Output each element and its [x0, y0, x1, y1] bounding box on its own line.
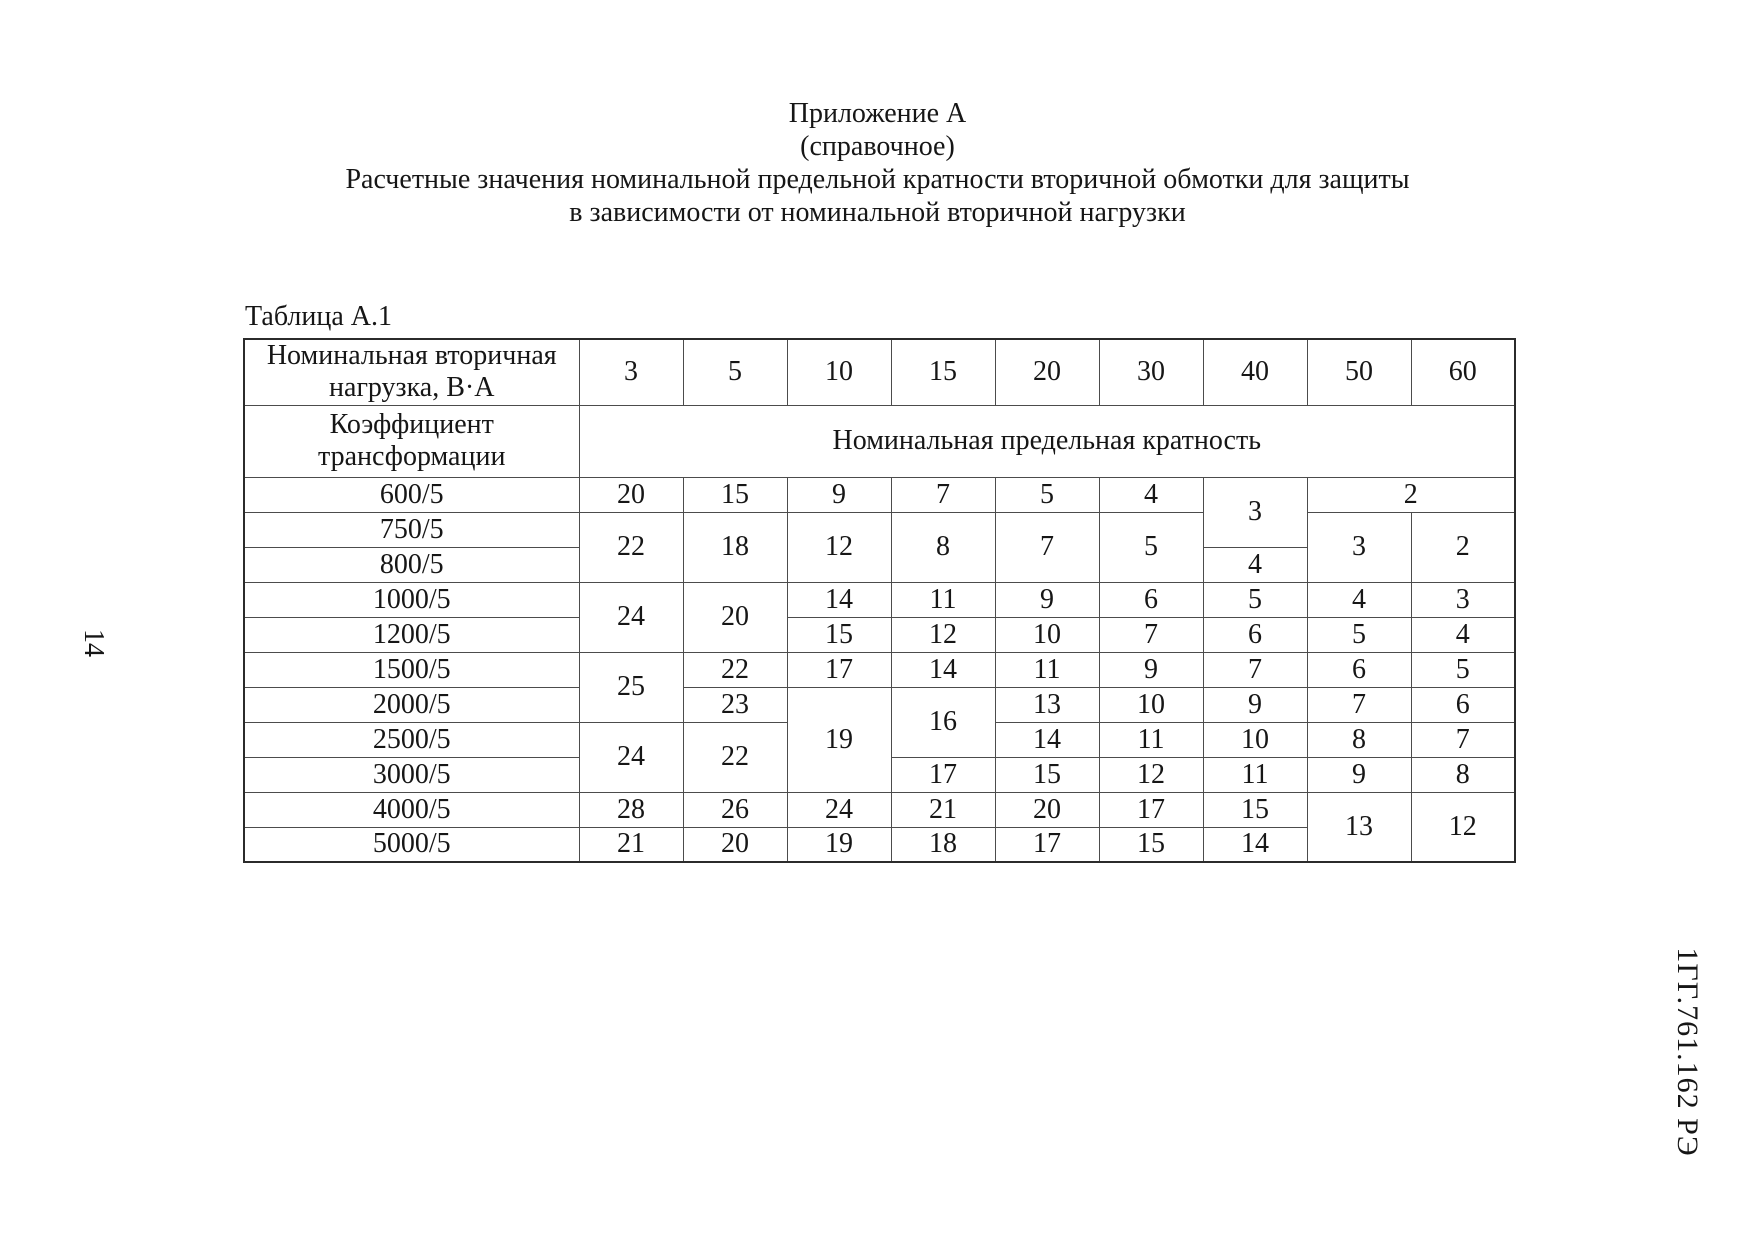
- ratio-header-cell: Коэффициент трансформации: [244, 405, 579, 477]
- ratio-cell: 5000/5: [244, 827, 579, 862]
- load-header-cell: 50: [1307, 339, 1411, 405]
- ratio-cell: 2500/5: [244, 722, 579, 757]
- table-cell: 10: [1203, 722, 1307, 757]
- table-row: [244, 582, 1515, 617]
- table-cell: 10: [995, 617, 1099, 652]
- table-cell: 20: [683, 827, 787, 862]
- table-cell: 15: [683, 477, 787, 512]
- table-row: [244, 477, 1515, 512]
- table-cell: 6: [1203, 617, 1307, 652]
- table-cell: 3: [1411, 582, 1515, 617]
- table-cell: 11: [995, 652, 1099, 687]
- ratio-cell: 2000/5: [244, 687, 579, 722]
- table-cell: 15: [787, 617, 891, 652]
- table-cell: 15: [1203, 792, 1307, 827]
- table-cell: 26: [683, 792, 787, 827]
- table-cell: 11: [1203, 757, 1307, 792]
- limits-table-body: [244, 339, 1515, 862]
- table-cell: 12: [787, 512, 891, 582]
- table-cell: 22: [683, 722, 787, 792]
- table-cell: 3: [1203, 477, 1307, 547]
- table-cell: 21: [579, 827, 683, 862]
- table-cell: 23: [683, 687, 787, 722]
- table-cell: 17: [891, 757, 995, 792]
- table-cell: 4: [1307, 582, 1411, 617]
- table-cell: 24: [579, 582, 683, 652]
- load-header-cell: 5: [683, 339, 787, 405]
- table-row: [244, 687, 1515, 722]
- table-cell: 13: [995, 687, 1099, 722]
- load-header-cell: 30: [1099, 339, 1203, 405]
- table-cell: 3: [1307, 512, 1411, 582]
- table-cell: 21: [891, 792, 995, 827]
- table-cell: 7: [995, 512, 1099, 582]
- table-cell: 22: [579, 512, 683, 582]
- title-block: [243, 97, 1512, 229]
- load-header-cell: 20: [995, 339, 1099, 405]
- table-cell: 6: [1099, 582, 1203, 617]
- ratio-cell: 1000/5: [244, 582, 579, 617]
- header-row-multiplicity: [244, 405, 1515, 477]
- table-cell: 25: [579, 652, 683, 722]
- table-cell: 24: [787, 792, 891, 827]
- table-cell: 9: [1099, 652, 1203, 687]
- table-cell: 14: [995, 722, 1099, 757]
- limits-table: [243, 338, 1516, 863]
- ratio-cell: 750/5: [244, 512, 579, 547]
- table-cell: 20: [995, 792, 1099, 827]
- table-cell: 5: [995, 477, 1099, 512]
- appendix-subtitle: (справочное): [800, 131, 955, 162]
- table-cell: 20: [683, 582, 787, 652]
- table-cell: 11: [1099, 722, 1203, 757]
- table-cell: 14: [787, 582, 891, 617]
- table-cell: 8: [1411, 757, 1515, 792]
- page-title-line-1: Расчетные значения номинальной предельной кратности вторичной обмотки для защиты: [345, 164, 1410, 195]
- table-row: [244, 652, 1515, 687]
- table-cell: 8: [1307, 722, 1411, 757]
- table-cell: 14: [891, 652, 995, 687]
- table-cell: 2: [1411, 512, 1515, 582]
- page-number: 14: [78, 629, 109, 657]
- load-header-cell: 15: [891, 339, 995, 405]
- ratio-cell: 800/5: [244, 547, 579, 582]
- table-cell: 24: [579, 722, 683, 792]
- table-cell: 9: [1203, 687, 1307, 722]
- table-caption: Таблица А.1: [245, 301, 392, 332]
- table-cell: 5: [1099, 512, 1203, 582]
- table-cell: 4: [1099, 477, 1203, 512]
- ratio-cell: 3000/5: [244, 757, 579, 792]
- table-cell: 17: [1099, 792, 1203, 827]
- table-cell: 9: [1307, 757, 1411, 792]
- table-cell: 5: [1411, 652, 1515, 687]
- corner-header-cell: Номинальная вторичная нагрузка, В·А: [244, 339, 579, 405]
- table-cell: 7: [891, 477, 995, 512]
- table-cell: 8: [891, 512, 995, 582]
- load-header-cell: 3: [579, 339, 683, 405]
- table-cell: 17: [995, 827, 1099, 862]
- table-cell: 7: [1307, 687, 1411, 722]
- page-title-line-2: в зависимости от номинальной вторичной нагрузки: [569, 197, 1186, 228]
- table-cell: 5: [1307, 617, 1411, 652]
- load-header-cell: 40: [1203, 339, 1307, 405]
- document-code: 1ГГ.761.162 РЭ: [1671, 947, 1704, 1157]
- table-cell: 18: [891, 827, 995, 862]
- table-cell: 7: [1203, 652, 1307, 687]
- table-cell: 7: [1411, 722, 1515, 757]
- table-cell: 12: [1099, 757, 1203, 792]
- table-cell: 17: [787, 652, 891, 687]
- table-cell: 4: [1203, 547, 1307, 582]
- table-cell: 15: [1099, 827, 1203, 862]
- table-cell: 28: [579, 792, 683, 827]
- appendix-title: Приложение А: [788, 98, 967, 129]
- table-cell: 19: [787, 687, 891, 792]
- multiplicity-header-cell: Номинальная предельная кратность: [579, 405, 1515, 477]
- ratio-cell: 1500/5: [244, 652, 579, 687]
- table-cell: 16: [891, 687, 995, 757]
- load-header-cell: 10: [787, 339, 891, 405]
- table-row: [244, 512, 1515, 547]
- table-cell: 9: [995, 582, 1099, 617]
- table-cell: 5: [1203, 582, 1307, 617]
- table-cell: 12: [1411, 792, 1515, 862]
- table-row: [244, 617, 1515, 652]
- table-cell: 11: [891, 582, 995, 617]
- table-cell: 6: [1411, 687, 1515, 722]
- table-cell: 14: [1203, 827, 1307, 862]
- table-cell: 4: [1411, 617, 1515, 652]
- table-cell: 22: [683, 652, 787, 687]
- table-row: [244, 792, 1515, 827]
- table-cell: 18: [683, 512, 787, 582]
- ratio-cell: 1200/5: [244, 617, 579, 652]
- ratio-cell: 600/5: [244, 477, 579, 512]
- table-cell: 20: [579, 477, 683, 512]
- table-cell: 7: [1099, 617, 1203, 652]
- table-cell: 12: [891, 617, 995, 652]
- table-cell: 6: [1307, 652, 1411, 687]
- table-cell: 13: [1307, 792, 1411, 862]
- table-cell: 2: [1307, 477, 1515, 512]
- header-row-loads: [244, 339, 1515, 405]
- load-header-cell: 60: [1411, 339, 1515, 405]
- table-cell: 15: [995, 757, 1099, 792]
- table-cell: 19: [787, 827, 891, 862]
- ratio-cell: 4000/5: [244, 792, 579, 827]
- table-cell: 9: [787, 477, 891, 512]
- table-cell: 10: [1099, 687, 1203, 722]
